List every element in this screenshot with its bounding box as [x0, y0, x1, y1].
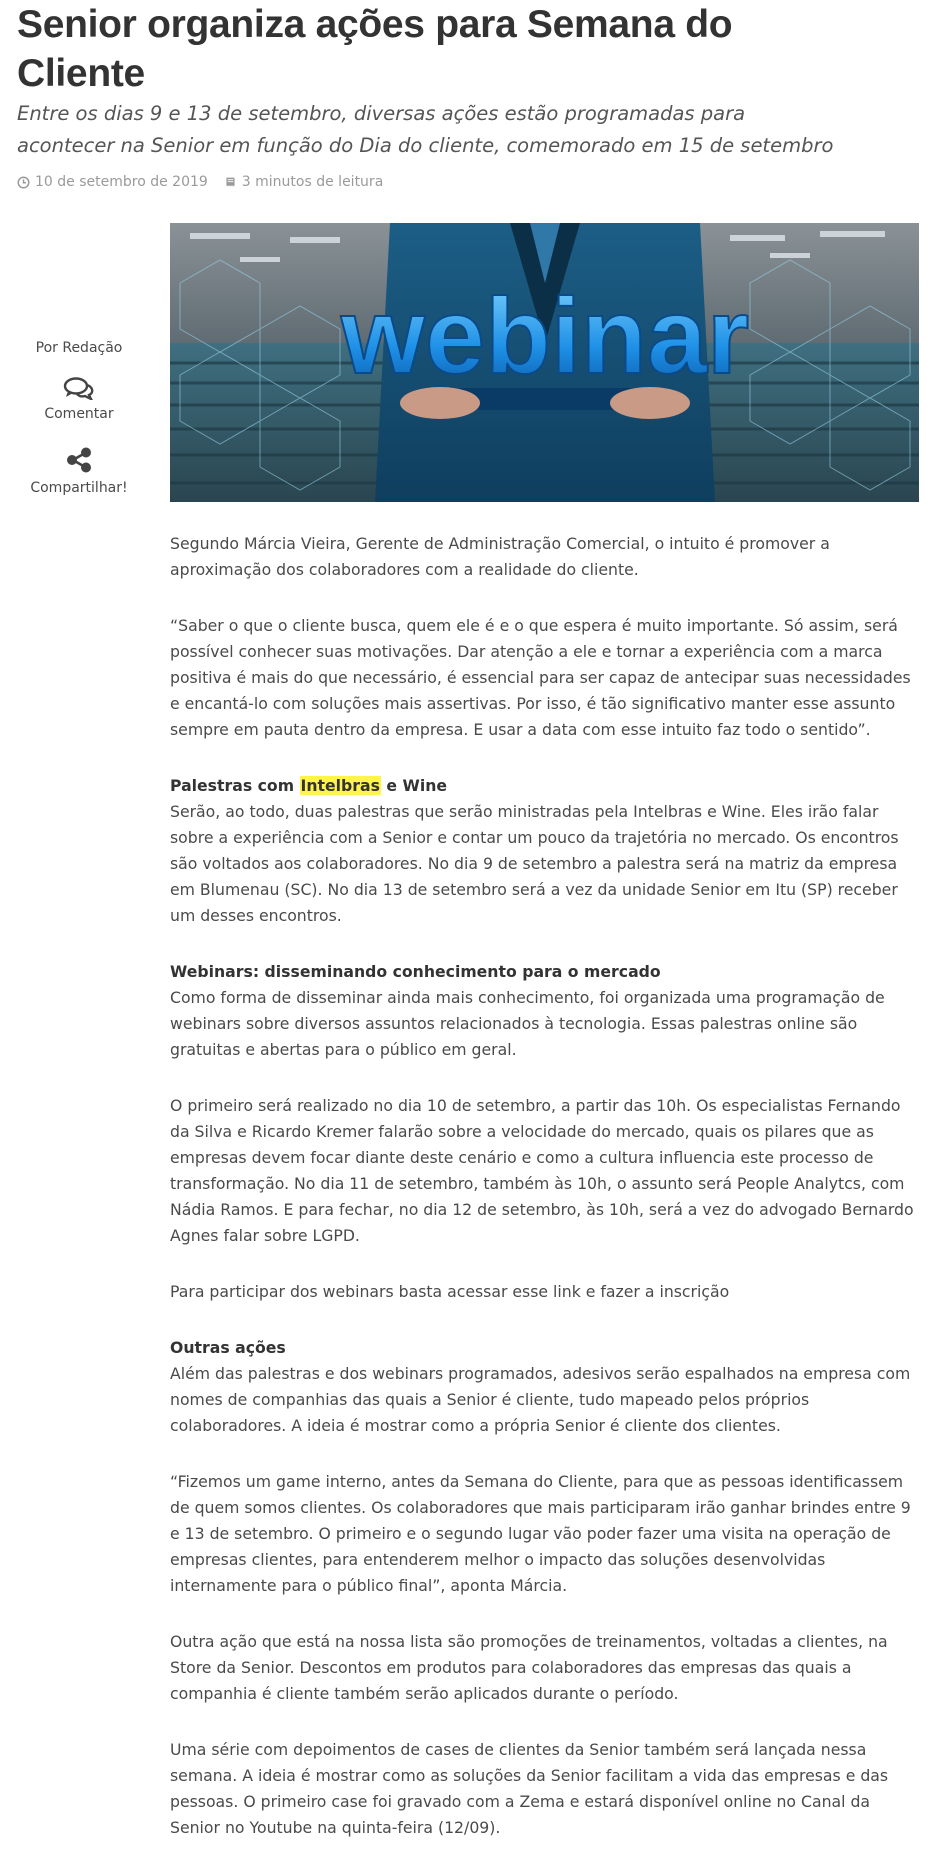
date-meta: [17, 174, 208, 190]
share-button[interactable]: [20, 446, 138, 496]
article-meta: [17, 174, 383, 190]
paragraph: “Saber o que o cliente busca, quem ele é e o que espera é muito importante. Só assim, será possível conhecer suas motivações. Dar atenção a ele e tornar a experiência com a marca positiva é mais do que necessário, é essencial para ser capaz de antecipar suas necessidades e encantá-lo com soluções mais assertivas. Por isso, é tão significativo manter esse assunto sempre em pauta dentro da empresa. E usar a data com esse intuito faz todo o sentido”.: [170, 616, 911, 739]
section-outras: [170, 1335, 922, 1439]
comments-icon: [63, 376, 95, 400]
article-subtitle: Entre os dias 9 e 13 de setembro, diversas ações estão programadas para acontecer na Senior em função do Dia do cliente, comemorado em 15 de setembro: [17, 102, 834, 157]
paragraph: Além das palestras e dos webinars programados, adesivos serão espalhados na empresa com nomes de companhias das quais a Senior é cliente, tudo mapeado pelos próprios colaboradores. A ideia é mostrar como a própria Senior é cliente dos clientes.: [170, 1364, 911, 1435]
read-time: 3 minutos de leitura: [241, 174, 384, 190]
heading-text: e Wine: [380, 776, 448, 795]
book-icon: [224, 176, 237, 189]
article-body: [170, 531, 922, 1871]
webinar-photo-icon: [170, 223, 919, 502]
heading-text: Palestras com: [170, 776, 300, 795]
author[interactable]: [20, 340, 138, 356]
author-label: Por Redação: [35, 340, 123, 356]
share-icon: [65, 446, 93, 474]
paragraph: Outra ação que está na nossa lista são promoções de treinamentos, voltadas a clientes, na Store da Senior. Descontos em produtos para colaboradores das empresas das quais a companhia é cliente também serão aplicados durante o período.: [170, 1632, 888, 1703]
paragraph: “Fizemos um game interno, antes da Semana do Cliente, para que as pessoas identificassem de quem somos clientes. Os colaboradores que mais participaram irão ganhar brindes entre 9 e 13 de setembro. O primeiro e o segundo lugar vão poder fazer uma visita na operação de empresas clientes, para entenderem melhor o impacto das soluções desenvolvidas internamente para o público final”, aponta Márcia.: [170, 1472, 911, 1595]
article-sidebar: [20, 340, 138, 496]
article-hero-image: [170, 223, 919, 502]
paragraph: Como forma de disseminar ainda mais conhecimento, foi organizada uma programação de webinars sobre diversos assuntos relacionados à tecnologia. Essas palestras online são gratuitas e abertas para o público em geral.: [170, 988, 885, 1059]
section-heading: Webinars: disseminando conhecimento para o mercado: [170, 962, 661, 981]
section-heading: [170, 773, 922, 799]
section-heading: Outras ações: [170, 1338, 286, 1357]
clock-icon: [17, 176, 30, 189]
comment-label: Comentar: [44, 406, 114, 422]
section-webinars: [170, 959, 922, 1063]
comment-button[interactable]: [20, 376, 138, 422]
section-palestras: [170, 773, 922, 929]
publish-date: 10 de setembro de 2019: [35, 174, 208, 190]
svg-text:webinar: webinar: [340, 275, 750, 396]
read-time-meta: [224, 174, 383, 190]
paragraph: Segundo Márcia Vieira, Gerente de Administração Comercial, o intuito é promover a aproximação dos colaboradores com a realidade do cliente.: [170, 534, 830, 579]
paragraph: O primeiro será realizado no dia 10 de setembro, a partir das 10h. Os especialistas Fernando da Silva e Ricardo Kremer falarão sobre a velocidade do mercado, quais os pilares que as empresas devem focar diante deste cenário e como a cultura influencia este processo de transformação. No dia 11 de setembro, também às 10h, o assunto será People Analytcs, com Nádia Ramos. E para fechar, no dia 12 de setembro, às 10h, será a vez do advogado Bernardo Agnes falar sobre LGPD.: [170, 1096, 914, 1245]
paragraph: Para participar dos webinars basta acessar esse link e fazer a inscrição: [170, 1282, 730, 1301]
highlighted-term: Intelbras: [300, 776, 380, 795]
paragraph: Serão, ao todo, duas palestras que serão ministradas pela Intelbras e Wine. Eles irão falar sobre a experiência com a Senior e contar um pouco da trajetória no mercado. Os encontros são voltados aos colaboradores. No dia 9 de setembro a palestra será na matriz da empresa em Blumenau (SC). No dia 13 de setembro será a vez da unidade Senior em Itu (SP) receber um desses encontros.: [170, 802, 899, 925]
share-label: Compartilhar!: [30, 480, 128, 496]
paragraph: Uma série com depoimentos de cases de clientes da Senior também será lançada nessa semana. A ideia é mostrar como as soluções da Senior facilitam a vida das empresas e das pessoas. O primeiro case foi gravado com a Zema e estará disponível online no Canal da Senior no Youtube na quinta-feira (12/09).: [170, 1740, 889, 1837]
article-title: Senior organiza ações para Semana do Cliente: [17, 3, 733, 95]
